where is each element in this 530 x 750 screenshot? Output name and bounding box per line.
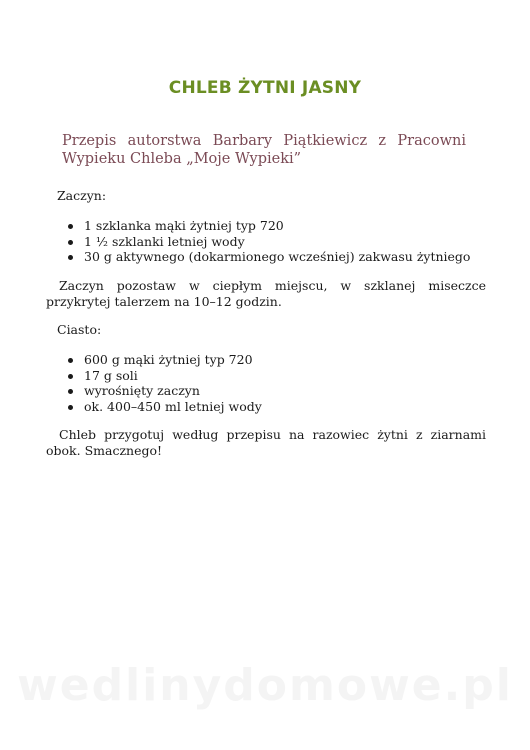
list-item: 1 ½ szklanki letniej wody	[46, 234, 486, 250]
list-item: 600 g mąki żytniej typ 720	[46, 352, 486, 368]
list-item: 17 g soli	[46, 368, 486, 384]
dough-ingredients	[46, 352, 486, 414]
list-item: 30 g aktywnego (dokarmionego wcześniej) zakwasu żytniego	[46, 249, 486, 265]
starter-instruction	[46, 278, 486, 310]
author-credit: Przepis autorstwa Barbary Piątkiewicz z Pracowni Wypieku Chleba „Moje Wypieki”	[62, 133, 466, 167]
list-item: wyrośnięty zaczyn	[46, 383, 486, 399]
list-item: ok. 400–450 ml letniej wody	[46, 399, 486, 415]
dough-instruction	[46, 427, 486, 459]
starter-label	[46, 188, 486, 204]
page-title: CHLEB ŻYTNI JASNY	[168, 78, 362, 98]
dough-instruction-text: Chleb przygotuj według przepisu na razowiec żytni z ziarnami obok. Smacznego!	[46, 427, 486, 458]
starter-ingredients	[46, 218, 486, 265]
watermark: wedlinydomowe.pl	[17, 660, 513, 711]
dough-label	[46, 322, 486, 338]
starter-instruction-text: Zaczyn pozostaw w ciepłym miejscu, w szklanej miseczce przykrytej talerzem na 10–12 godzin.	[46, 278, 486, 309]
starter-label-text: Zaczyn:	[57, 188, 107, 203]
list-item: 1 szklanka mąki żytniej typ 720	[46, 218, 486, 234]
dough-label-text: Ciasto:	[57, 322, 102, 337]
